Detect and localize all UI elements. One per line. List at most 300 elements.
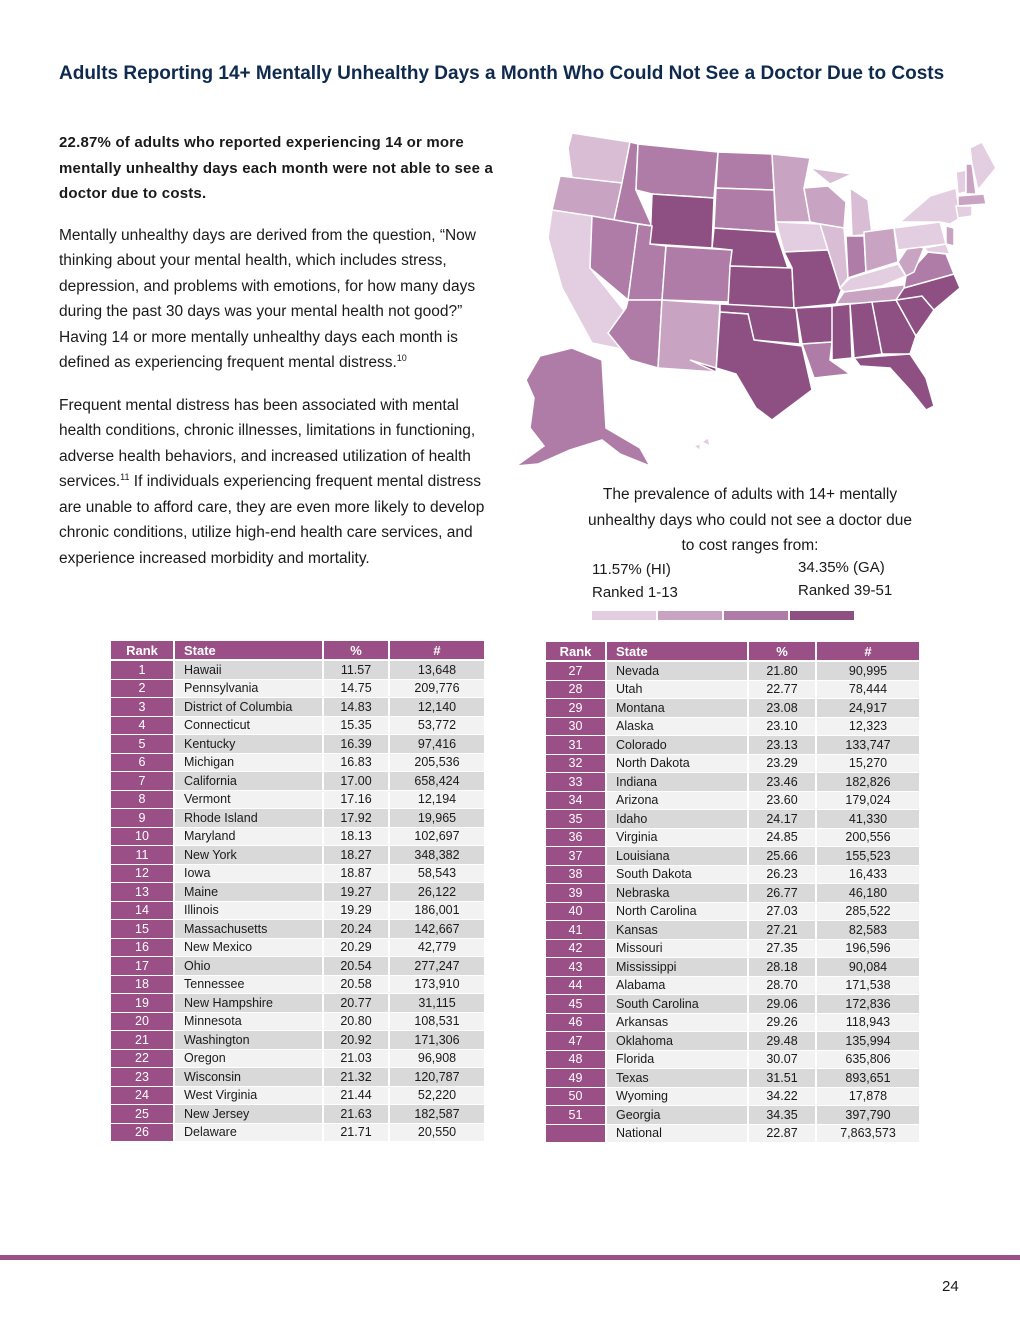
state-cell: District of Columbia [175,698,324,717]
count-cell: 155,523 [817,847,921,866]
count-cell: 96,908 [390,1050,486,1069]
rank-cell: 38 [546,866,607,885]
table-row [111,717,486,736]
table-row [111,902,486,921]
map-region-florida [854,354,934,410]
table-row [111,772,486,791]
state-cell: Arizona [607,792,749,811]
rank-cell: 3 [111,698,175,717]
state-cell: Michigan [175,754,324,773]
rank-cell: 6 [111,754,175,773]
rank-cell: 49 [546,1069,607,1088]
state-cell: Vermont [175,791,324,810]
state-cell: Massachusetts [175,920,324,939]
legend-high [798,556,892,602]
table-row [546,958,921,977]
map-region-arkansas [796,306,836,344]
rank-cell: 48 [546,1051,607,1070]
rank-cell: 37 [546,847,607,866]
percent-cell: 22.77 [749,681,817,700]
rank-cell: 19 [111,994,175,1013]
table-row [546,995,921,1014]
rank-cell: 2 [111,680,175,699]
body-text [59,130,504,588]
rank-cell: 20 [111,1013,175,1032]
count-cell: 205,536 [390,754,486,773]
table-row [111,791,486,810]
count-cell: 108,531 [390,1013,486,1032]
percent-cell: 27.03 [749,903,817,922]
rank-cell: 16 [111,939,175,958]
count-cell: 17,878 [817,1088,921,1107]
percent-cell: 19.29 [324,902,390,921]
rank-cell: 10 [111,828,175,847]
percent-cell: 21.03 [324,1050,390,1069]
table-row [111,846,486,865]
us-choropleth-map [510,128,995,473]
state-cell: Georgia [607,1106,749,1125]
table-row [111,1068,486,1087]
percent-cell: 28.70 [749,977,817,996]
percent-header: % [324,641,390,661]
percent-cell: 18.13 [324,828,390,847]
state-cell: Montana [607,699,749,718]
rank-cell: 26 [111,1124,175,1143]
table-row [546,977,921,996]
state-cell: New Hampshire [175,994,324,1013]
table-row [111,883,486,902]
table-row [546,1125,921,1144]
percent-cell: 29.48 [749,1032,817,1051]
map-region-hawaii [694,438,710,450]
rank-cell: 43 [546,958,607,977]
rank-cell: 13 [111,883,175,902]
table-header-row [111,641,486,661]
percent-cell: 19.27 [324,883,390,902]
state-cell: Wisconsin [175,1068,324,1087]
percent-cell: 27.35 [749,940,817,959]
state-cell: Missouri [607,940,749,959]
legend-low-value: 11.57% (HI) [592,561,671,578]
percent-cell: 11.57 [324,661,390,680]
state-cell: Tennessee [175,976,324,995]
rank-cell: 35 [546,810,607,829]
rank-cell: 11 [111,846,175,865]
rank-cell: 44 [546,977,607,996]
rank-table-left [111,641,486,1142]
state-cell: Mississippi [607,958,749,977]
table-row [546,699,921,718]
state-cell: Indiana [607,773,749,792]
state-cell: Wyoming [607,1088,749,1107]
percent-cell: 21.44 [324,1087,390,1106]
count-cell: 13,648 [390,661,486,680]
state-cell: South Carolina [607,995,749,1014]
rank-cell: 46 [546,1014,607,1033]
map-region-colorado [662,246,732,302]
percent-cell: 20.80 [324,1013,390,1032]
count-cell: 171,306 [390,1031,486,1050]
percent-cell: 23.60 [749,792,817,811]
map-region-south-dakota [714,188,776,232]
state-cell: South Dakota [607,866,749,885]
table-row [546,810,921,829]
state-cell: Minnesota [175,1013,324,1032]
map-region-new-jersey [946,226,954,246]
state-cell: Rhode Island [175,809,324,828]
state-cell: Maine [175,883,324,902]
count-cell: 200,556 [817,829,921,848]
table-row [111,735,486,754]
percent-cell: 29.06 [749,995,817,1014]
rank-table-right [546,642,921,1143]
count-cell: 182,826 [817,773,921,792]
table-row [546,1051,921,1070]
percent-cell: 26.23 [749,866,817,885]
table-row [546,829,921,848]
table-row [111,754,486,773]
map-region-washington [568,133,630,183]
map-region-indiana [846,236,866,278]
count-cell: 102,697 [390,828,486,847]
rank-cell: 1 [111,661,175,680]
rank-cell: 33 [546,773,607,792]
count-cell: 52,220 [390,1087,486,1106]
count-cell: 19,965 [390,809,486,828]
map-region-massachusetts [958,194,986,206]
count-cell: 397,790 [817,1106,921,1125]
percent-cell: 23.29 [749,755,817,774]
count-cell: 26,122 [390,883,486,902]
count-cell: 179,024 [817,792,921,811]
state-cell: New York [175,846,324,865]
count-header: # [817,642,921,662]
rank-cell: 39 [546,884,607,903]
percent-cell: 28.18 [749,958,817,977]
percent-cell: 14.75 [324,680,390,699]
count-cell: 173,910 [390,976,486,995]
page-title: Adults Reporting 14+ Mentally Unhealthy Days a Month Who Could Not See a Doctor Due to Costs [59,63,945,84]
state-cell: Ohio [175,957,324,976]
count-cell: 285,522 [817,903,921,922]
percent-cell: 24.85 [749,829,817,848]
map-region-kansas [728,266,794,308]
state-header: State [607,642,749,662]
table-row [546,773,921,792]
percent-cell: 18.87 [324,865,390,884]
percent-cell: 16.39 [324,735,390,754]
percent-cell: 14.83 [324,698,390,717]
footer-divider [0,1255,1020,1260]
table-row [111,1050,486,1069]
state-cell: Oklahoma [607,1032,749,1051]
table-row [546,884,921,903]
rank-cell: 15 [111,920,175,939]
count-cell: 78,444 [817,681,921,700]
state-cell: Louisiana [607,847,749,866]
count-cell: 120,787 [390,1068,486,1087]
percent-cell: 20.92 [324,1031,390,1050]
table-row [546,903,921,922]
percent-cell: 20.29 [324,939,390,958]
state-cell: Idaho [607,810,749,829]
table-row [546,1088,921,1107]
state-cell: Florida [607,1051,749,1070]
count-cell: 58,543 [390,865,486,884]
table-header-row [546,642,921,662]
percent-cell: 27.21 [749,921,817,940]
count-cell: 171,538 [817,977,921,996]
percent-cell: 31.51 [749,1069,817,1088]
state-cell: Nevada [607,662,749,681]
legend-swatch [658,611,722,620]
table-row [546,736,921,755]
legend-high-rank: Ranked 39-51 [798,582,893,599]
legend-high-value: 34.35% (GA) [798,559,885,576]
percent-cell: 25.66 [749,847,817,866]
state-cell: Oregon [175,1050,324,1069]
count-cell: 7,863,573 [817,1125,921,1144]
percent-cell: 20.58 [324,976,390,995]
count-cell: 658,424 [390,772,486,791]
state-header: State [175,641,324,661]
percent-cell: 34.35 [749,1106,817,1125]
percent-cell: 26.77 [749,884,817,903]
rank-cell: 7 [111,772,175,791]
state-cell: Nebraska [607,884,749,903]
rank-cell: 28 [546,681,607,700]
map-region-new-york [900,188,960,224]
state-cell: Arkansas [607,1014,749,1033]
state-cell: Alabama [607,977,749,996]
state-cell: National [607,1125,749,1144]
rank-cell: 29 [546,699,607,718]
count-cell: 142,667 [390,920,486,939]
count-cell: 12,194 [390,791,486,810]
percent-cell: 23.13 [749,736,817,755]
table-row [111,957,486,976]
map-region-alaska [516,348,650,466]
count-cell: 16,433 [817,866,921,885]
percent-cell: 30.07 [749,1051,817,1070]
table-row [546,718,921,737]
count-cell: 90,084 [817,958,921,977]
state-cell: New Jersey [175,1105,324,1124]
count-cell: 12,323 [817,718,921,737]
count-cell: 893,651 [817,1069,921,1088]
count-header: # [390,641,486,661]
map-region-wyoming [650,194,714,248]
rank-cell: 23 [111,1068,175,1087]
state-cell: West Virginia [175,1087,324,1106]
percent-cell: 18.27 [324,846,390,865]
percent-cell: 20.24 [324,920,390,939]
percent-cell: 23.08 [749,699,817,718]
rank-cell: 47 [546,1032,607,1051]
table-row [111,1124,486,1143]
table-row [111,1087,486,1106]
legend-swatch [790,611,854,620]
table-row [546,1106,921,1125]
state-cell: Virginia [607,829,749,848]
state-cell: Washington [175,1031,324,1050]
percent-cell: 20.77 [324,994,390,1013]
table-row [546,1032,921,1051]
rank-cell: 40 [546,903,607,922]
rank-cell: 17 [111,957,175,976]
rank-cell: 4 [111,717,175,736]
count-cell: 12,140 [390,698,486,717]
rank-header: Rank [111,641,175,661]
rank-cell: 45 [546,995,607,1014]
map-region-connecticut [956,206,972,218]
count-cell: 90,995 [817,662,921,681]
count-cell: 118,943 [817,1014,921,1033]
state-cell: Pennsylvania [175,680,324,699]
definition-paragraph: Mentally unhealthy days are derived from the question, “Now thinking about your mental health, which includes stress, depression, and problems with emotions, for how many days during the past 30 days was your mental health not good?” Having 14 or more mentally unhealthy days each month is defined as experiencing frequent mental distress.$^{10}$ [59,226,476,371]
state-cell: Colorado [607,736,749,755]
count-cell: 82,583 [817,921,921,940]
rank-cell: 50 [546,1088,607,1107]
rank-cell: 14 [111,902,175,921]
count-cell: 41,330 [817,810,921,829]
rank-cell: 5 [111,735,175,754]
state-cell: Maryland [175,828,324,847]
rank-cell: 42 [546,940,607,959]
count-cell: 20,550 [390,1124,486,1143]
state-cell: Kansas [607,921,749,940]
percent-cell: 21.32 [324,1068,390,1087]
state-cell: Delaware [175,1124,324,1143]
rank-cell: 25 [111,1105,175,1124]
percent-cell: 21.71 [324,1124,390,1143]
state-cell: North Dakota [607,755,749,774]
state-cell: Illinois [175,902,324,921]
percent-cell: 34.22 [749,1088,817,1107]
state-cell: Connecticut [175,717,324,736]
percent-cell: 17.16 [324,791,390,810]
table-row [111,809,486,828]
map-legend [480,478,1020,613]
map-region-north-dakota [716,152,774,190]
count-cell: 97,416 [390,735,486,754]
percent-cell: 17.00 [324,772,390,791]
rank-cell: 31 [546,736,607,755]
count-cell: 133,747 [817,736,921,755]
table-row [546,866,921,885]
rank-cell: 22 [111,1050,175,1069]
count-cell: 348,382 [390,846,486,865]
percent-cell: 21.63 [324,1105,390,1124]
count-cell: 53,772 [390,717,486,736]
table-row [111,661,486,680]
table-row [546,792,921,811]
rank-cell: 51 [546,1106,607,1125]
rank-cell: 27 [546,662,607,681]
table-row [111,1105,486,1124]
table-row [111,920,486,939]
percent-cell: 21.80 [749,662,817,681]
legend-swatch [592,611,656,620]
impact-paragraph: Frequent mental distress has been associated with mental health conditions, chronic illnesses, limitations in functioning, adverse health behaviors, and increased utilization of health services.$^{11}$ If individuals experiencing frequent mental distress are unable to afford care, they are even more likely to develop chronic conditions, utilize high-end health care services, and experience increased morbidity and mortality. [59,396,485,567]
table-row [111,828,486,847]
table-row [546,755,921,774]
table-row [111,1031,486,1050]
state-cell: New Mexico [175,939,324,958]
map-region-new-mexico [658,300,720,372]
state-cell: Texas [607,1069,749,1088]
percent-cell: 15.35 [324,717,390,736]
state-cell: Hawaii [175,661,324,680]
state-cell: Alaska [607,718,749,737]
table-row [111,1013,486,1032]
count-cell: 182,587 [390,1105,486,1124]
rank-cell: 41 [546,921,607,940]
count-cell: 209,776 [390,680,486,699]
rank-cell [546,1125,607,1144]
rank-header: Rank [546,642,607,662]
map-region-wisconsin [804,186,846,228]
rank-cell: 12 [111,865,175,884]
rank-cell: 8 [111,791,175,810]
percent-header: % [749,642,817,662]
count-cell: 24,917 [817,699,921,718]
state-cell: Kentucky [175,735,324,754]
table-row [111,680,486,699]
percent-cell: 16.83 [324,754,390,773]
count-cell: 42,779 [390,939,486,958]
state-cell: Iowa [175,865,324,884]
count-cell: 196,596 [817,940,921,959]
legend-low [592,558,678,604]
percent-cell: 23.46 [749,773,817,792]
table-row [111,976,486,995]
percent-cell: 29.26 [749,1014,817,1033]
lead-statement: 22.87% of adults who reported experiencing 14 or more mentally unhealthy days each month were not able to see a doctor due to costs. [59,134,494,202]
count-cell: 277,247 [390,957,486,976]
count-cell: 46,180 [817,884,921,903]
percent-cell: 20.54 [324,957,390,976]
table-row [546,662,921,681]
table-row [546,1014,921,1033]
page-number: 24 [942,1278,959,1295]
rank-cell: 24 [111,1087,175,1106]
rank-cell: 36 [546,829,607,848]
footnote-ref: 11 [120,471,130,482]
footnote-ref: 10 [396,352,407,363]
count-cell: 135,994 [817,1032,921,1051]
count-cell: 635,806 [817,1051,921,1070]
state-cell: Utah [607,681,749,700]
table-row [546,940,921,959]
state-cell: California [175,772,324,791]
rank-cell: 30 [546,718,607,737]
map-region-montana [636,144,718,198]
map-region-mississippi [832,304,852,360]
rank-cell: 34 [546,792,607,811]
table-row [546,681,921,700]
percent-cell: 17.92 [324,809,390,828]
map-region-vermont [956,170,966,194]
state-cell: North Carolina [607,903,749,922]
percent-cell: 23.10 [749,718,817,737]
table-row [111,698,486,717]
table-row [546,847,921,866]
percent-cell: 24.17 [749,810,817,829]
percent-cell: 22.87 [749,1125,817,1144]
rank-cell: 18 [111,976,175,995]
rank-cell: 32 [546,755,607,774]
